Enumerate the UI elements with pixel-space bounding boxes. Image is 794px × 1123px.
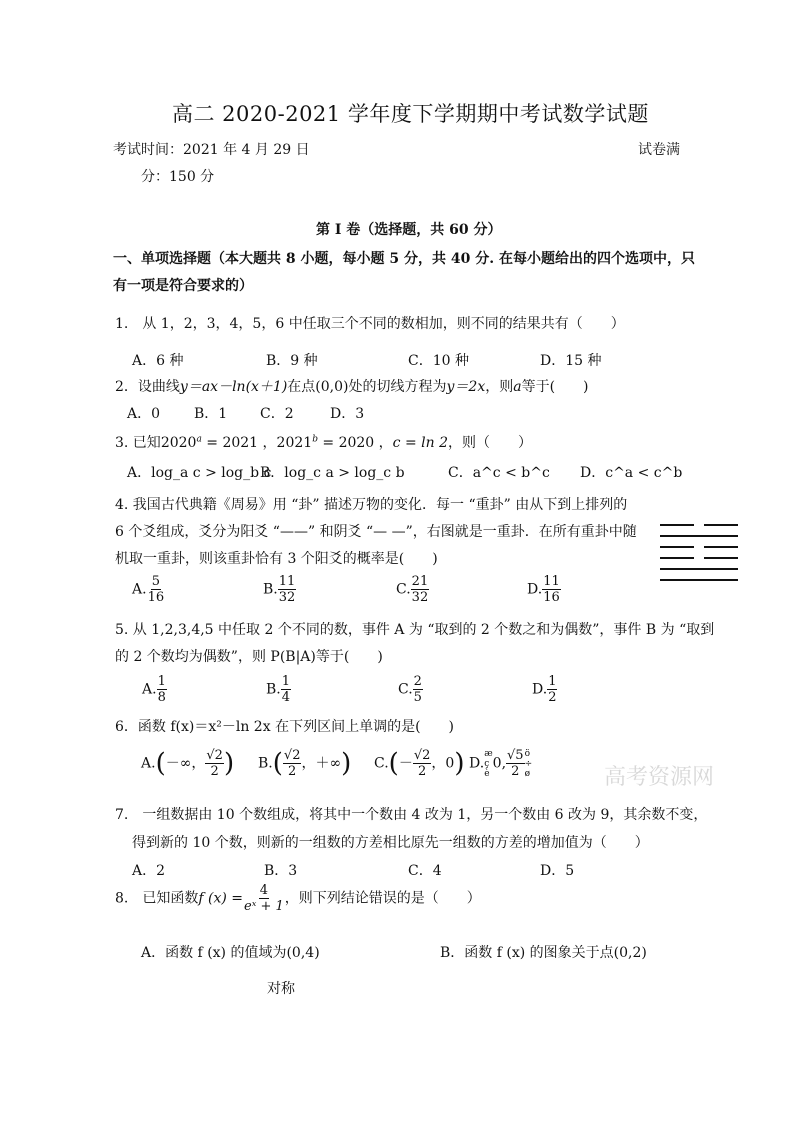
q7-stem-line2: 得到新的 10 个数，则新的一组数的方差相比原先一组数的方差的增加值为（ ） — [132, 835, 649, 851]
q3-e2-base: 2021 — [276, 435, 313, 451]
q4-stem-line2: 6 个爻组成，爻分为阳爻 “——” 和阴爻 “— —”，右图就是一重卦．在所有重卦中随 — [115, 524, 637, 540]
watermark: 高考资源网 — [604, 765, 715, 790]
part1-heading: 第 I 卷（选择题，共 60 分） — [316, 222, 502, 238]
hexagram-line-3-right — [704, 546, 738, 548]
q2-curve: y＝ax－ln(x＋1) — [179, 379, 288, 395]
q1-option-c: C．10 种 — [408, 353, 469, 369]
q1-stem: 1. 从 1，2，3，4，5，6 中任取三个不同的数相加，则不同的结果共有（ ） — [115, 316, 625, 332]
q7-option-d: D．5 — [540, 863, 575, 879]
q2-option-a: A．0 — [127, 406, 161, 422]
hexagram-line-1-right — [704, 524, 738, 526]
hexagram-line-4-right — [704, 557, 738, 559]
q6-d-glyph-right: ö ÷ ø — [524, 748, 533, 779]
q6-option-b: B.( $\frac{√2}{2}$ ，＋∞) — [258, 748, 352, 779]
q4-stem-line3: 机取一重卦，则该重卦恰有 3 个阳爻的概率是( ) — [115, 551, 438, 567]
q3-option-a: A．log_a c > log_b c — [127, 465, 272, 481]
q6-option-d: D.æ ç è0, $\frac{√5}{2}$ ö ÷ ø — [469, 748, 533, 779]
q4-option-b: B. $\frac{11}{32}$ — [263, 574, 296, 605]
hexagram-figure — [660, 522, 738, 586]
q4-option-c: C. $\frac{21}{32}$ — [396, 574, 429, 605]
q3-e3: c = ln 2 — [392, 435, 448, 451]
hexagram-line-4-left — [660, 557, 694, 559]
q3-stem — [115, 432, 532, 452]
q6-option-c: C.(－ $\frac{√2}{2}$ ，0) — [374, 748, 465, 779]
q8-option-b: B．函数 f (x) 的图象关于点(0,2) — [440, 945, 647, 961]
q4-option-d: D. $\frac{11}{16}$ — [527, 574, 560, 605]
q3-e2-exp: b — [312, 434, 318, 445]
hexagram-line-6 — [660, 579, 738, 581]
q8-option-a: A．函数 f (x) 的值域为(0,4) — [141, 945, 320, 961]
exam-time: 考试时间：2021 年 4 月 29 日 — [113, 142, 310, 158]
section1-heading-line1: 一、单项选择题（本大题共 8 小题，每小题 5 分，共 40 分. 在每小题给出的四个选项中，只 — [113, 251, 695, 267]
q3-e1-rest: = 2021 ， — [201, 435, 277, 451]
q3-option-d: D．c^a < c^b — [580, 465, 683, 481]
q2-stem — [115, 376, 589, 396]
q2-mid: 在点(0,0)处的切线方程为 — [287, 379, 447, 395]
q5-option-b: B. $\frac{1}{4}$ — [266, 674, 291, 705]
q2-option-c: C．2 — [260, 406, 294, 422]
q3-lead: 3. 已知 — [115, 435, 161, 451]
q2-var: a — [513, 379, 522, 395]
q7-stem-line1: 7. 一组数据由 10 个数组成，将其中一个数由 4 改为 1，另一个数由 6 改为 9，其余数不变， — [115, 807, 708, 823]
hexagram-line-2 — [660, 535, 738, 537]
q8-stem: 8. 已知函数f (x) = $\frac{4}{\text{eˣ + 1}}$ ，则下列结论错误的是（ ） — [115, 883, 481, 914]
hexagram-line-5 — [660, 568, 738, 570]
q7-option-a: A．2 — [132, 863, 166, 879]
q2-tail: ，则 — [485, 379, 514, 395]
q5-option-a: A. $\frac{1}{8}$ — [142, 674, 166, 705]
q5-option-d: D. $\frac{1}{2}$ — [532, 674, 557, 705]
q1-option-d: D．15 种 — [540, 353, 602, 369]
q4-option-a: A. $\frac{5}{16}$ — [132, 574, 165, 605]
q1-option-a: A．6 种 — [132, 353, 184, 369]
page-title: 高二 2020-2021 学年度下学期期中考试数学试题 — [172, 102, 649, 126]
section1-heading-line2: 有一项是符合要求的） — [113, 278, 253, 294]
q3-option-b: B．log_c a > log_c b — [260, 465, 405, 481]
q5-stem-line2: 的 2 个数均为偶数”，则 P(B|A)等于( ) — [115, 649, 383, 665]
q2-option-d: D．3 — [330, 406, 365, 422]
q3-e1-base: 2020 — [160, 435, 197, 451]
q6-option-a: A.(－∞， $\frac{√2}{2}$ ) — [141, 748, 235, 779]
q2-num: 2．设曲线 — [115, 379, 180, 395]
q6-stem: 6．函数 f(x)＝x²－ln 2x 在下列区间上单调的是( ) — [115, 719, 454, 735]
q7-option-c: C．4 — [408, 863, 442, 879]
q5-stem-line1: 5. 从 1,2,3,4,5 中任取 2 个不同的数，事件 A 为 “取到的 2 个数之和为偶数”，事件 B 为 “取到 — [115, 622, 715, 638]
q2-tangent: y＝2x — [446, 379, 486, 395]
q2-end: 等于( ) — [521, 379, 589, 395]
score-suffix: 分：150 分 — [141, 169, 215, 185]
q4-stem-line1: 4. 我国古代典籍《周易》用 “卦” 描述万物的变化．每一 “重卦” 由从下到上排列的 — [115, 497, 628, 513]
q3-end: ，则（ ） — [448, 435, 532, 451]
q6-d-glyph-left: æ ç è — [484, 748, 493, 779]
q8-option-b-continued: 对称 — [267, 981, 295, 997]
q3-e2-rest: = 2020 ， — [317, 435, 393, 451]
q5-option-c: C. $\frac{2}{5}$ — [398, 674, 422, 705]
q3-e1-exp: a — [196, 434, 202, 445]
q1-option-b: B．9 种 — [266, 353, 318, 369]
hexagram-line-3-left — [660, 546, 694, 548]
hexagram-line-1-left — [660, 524, 694, 526]
score-prefix: 试卷满 — [638, 142, 680, 158]
q2-option-b: B．1 — [194, 406, 228, 422]
q3-option-c: C．a^c < b^c — [448, 465, 550, 481]
q7-option-b: B．3 — [264, 863, 298, 879]
